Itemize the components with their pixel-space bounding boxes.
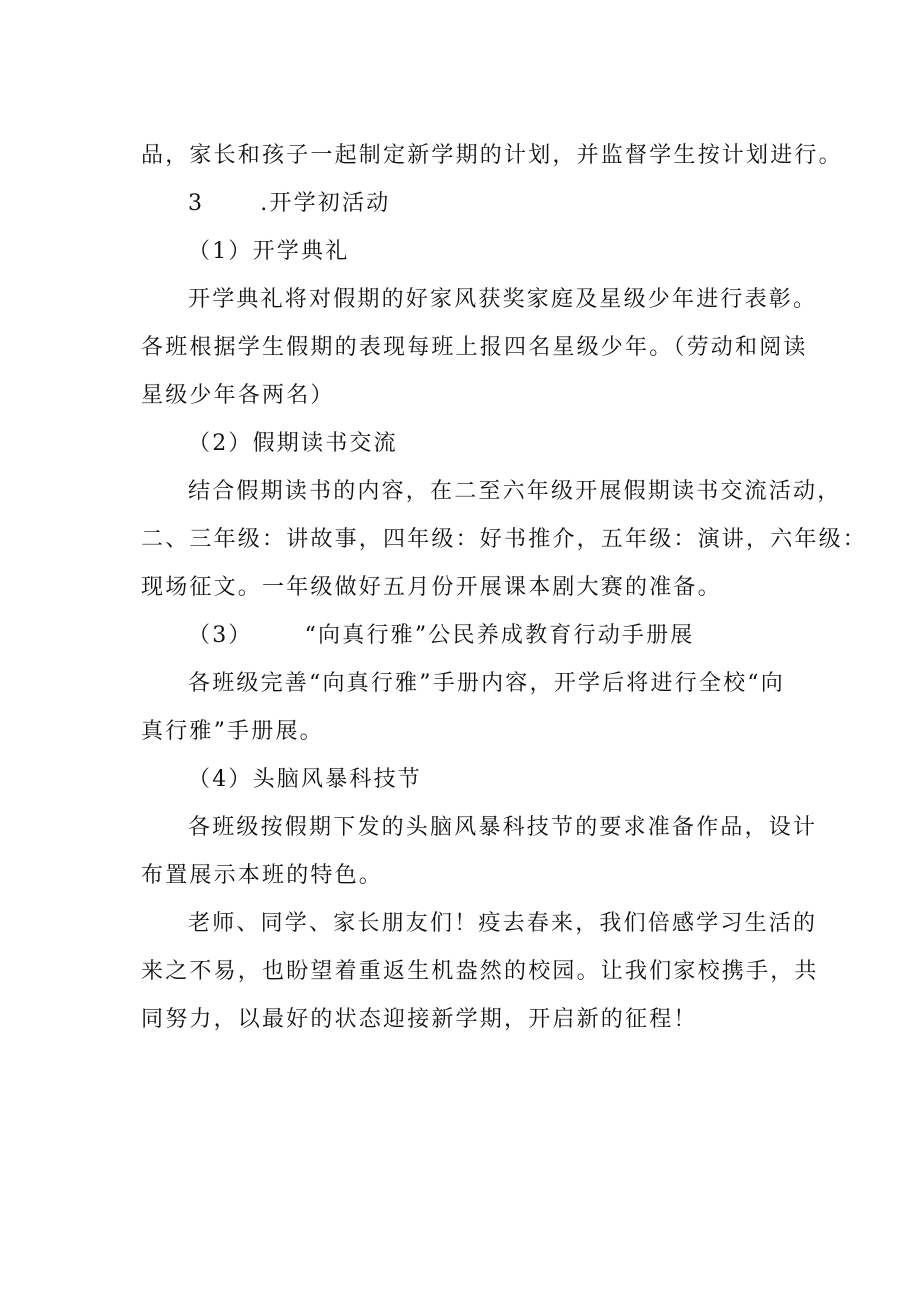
subsection-heading — [188, 621, 695, 651]
subsection-heading: （2）假期读书交流 — [188, 431, 398, 456]
section-title: .开学初活动 — [260, 191, 391, 216]
subsection-number: （3） — [188, 623, 253, 648]
paragraph-line: 开学典礼将对假期的好家风获奖家庭及星级少年进行表彰。 — [188, 287, 818, 312]
paragraph-line: 布置展示本班的特色。 — [141, 863, 384, 888]
subsection-title: “向真行雅”公民养成教育行动手册展 — [304, 623, 695, 648]
paragraph-line: 真行雅”手册展。 — [141, 719, 324, 744]
subsection-heading: （4）头脑风暴科技节 — [188, 767, 422, 792]
paragraph-line: 结合假期读书的内容，在二至六年级开展假期读书交流活动， — [188, 479, 842, 504]
paragraph-line: 二、三年级：讲故事，四年级：好书推介，五年级：演讲，六年级： — [141, 527, 868, 552]
subsection-heading: （1）开学典礼 — [188, 239, 350, 264]
paragraph-line: 各班级完善“向真行雅”手册内容，开学后将进行全校“向 — [188, 671, 785, 696]
paragraph-line: 品，家长和孩子一起制定新学期的计划，并监督学生按计划进行。 — [141, 143, 843, 168]
paragraph-line: 老师、同学、家长朋友们！疫去春来，我们倍感学习生活的 — [188, 911, 818, 936]
paragraph-line: 各班级按假期下发的头脑风暴科技节的要求准备作品，设计 — [188, 815, 818, 840]
paragraph-line: 来之不易，也盼望着重返生机盎然的校园。让我们家校携手，共 — [141, 959, 819, 984]
paragraph-line: 同努力，以最好的状态迎接新学期，开启新的征程！ — [141, 1007, 698, 1032]
section-heading — [188, 189, 390, 219]
paragraph-line: 各班根据学生假期的表现每班上报四名星级少年。（劳动和阅读 — [141, 335, 808, 360]
section-number: 3 — [188, 191, 205, 216]
paragraph-line: 现场征文。一年级做好五月份开展课本剧大赛的准备。 — [141, 575, 722, 600]
paragraph-line: 星级少年各两名） — [141, 383, 335, 408]
